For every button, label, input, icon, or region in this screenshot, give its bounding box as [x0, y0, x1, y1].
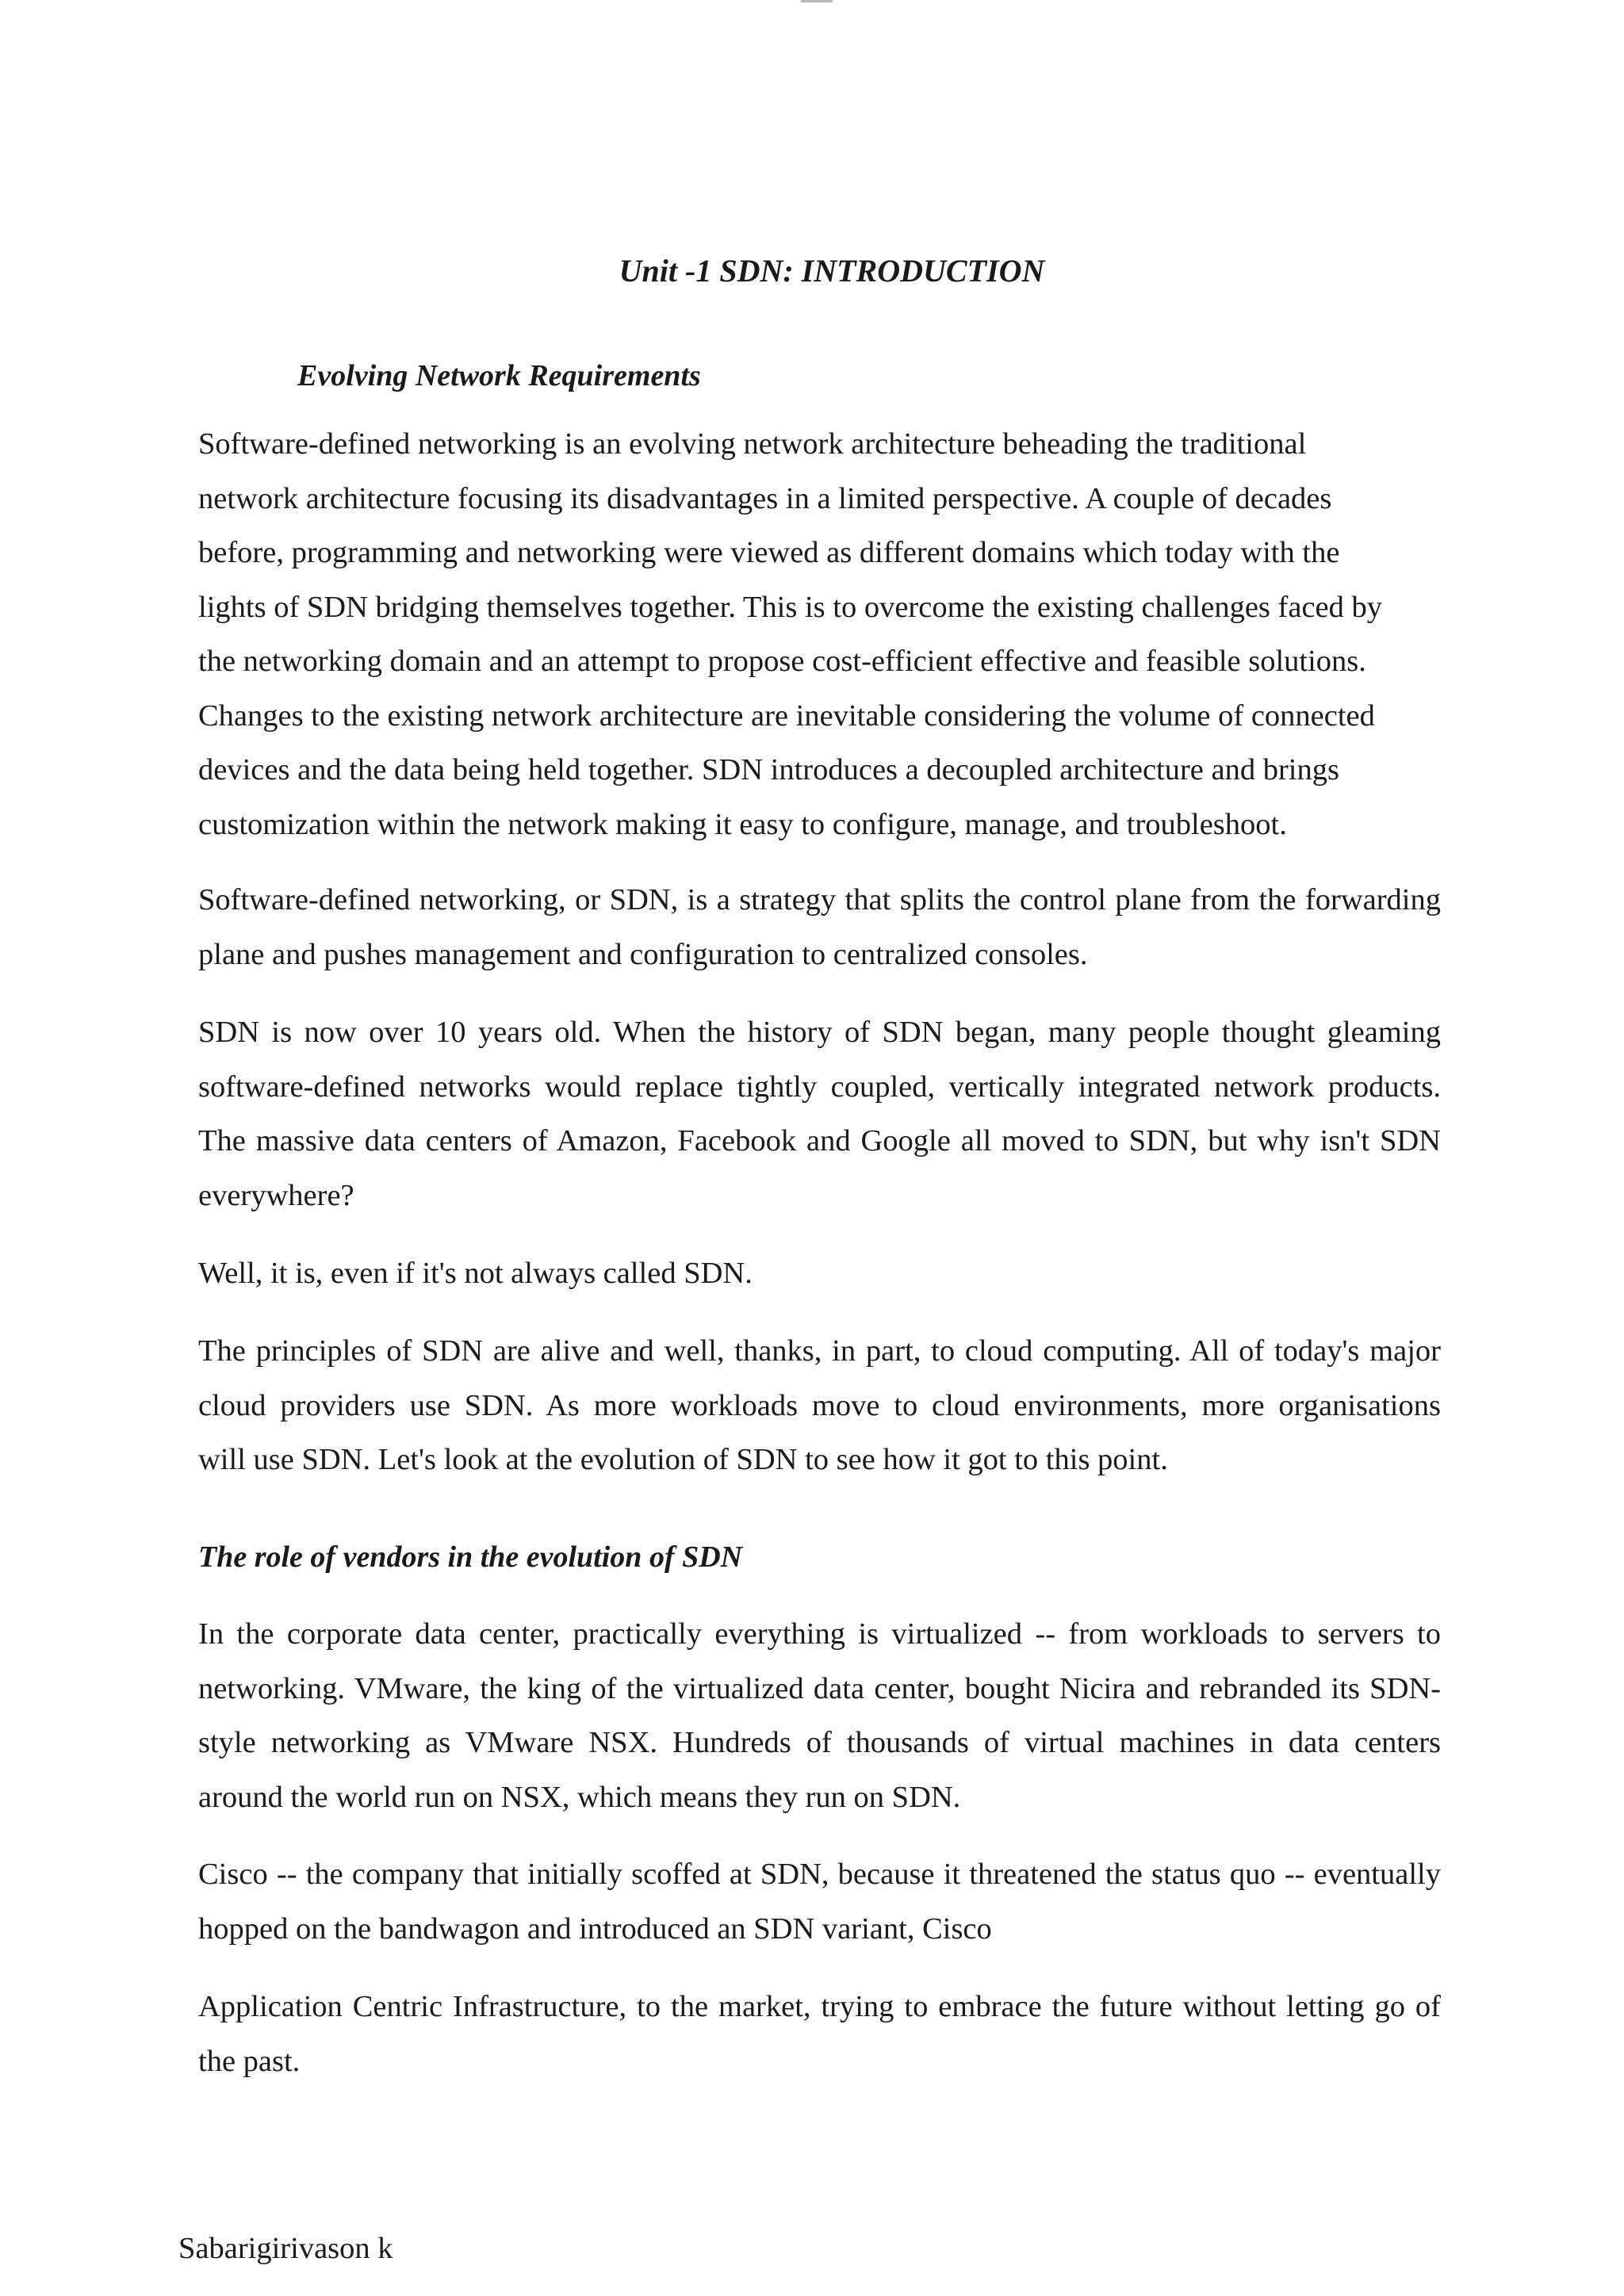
text-line: hopped on the bandwagon and introduced an SDN variant, Cisco	[198, 1911, 992, 1946]
text-line: The massive data centers of Amazon, Facebook and Google all moved to SDN, but why isn't SDN	[198, 1124, 1441, 1158]
text-line: The principles of SDN are alive and well, thanks, in part, to cloud computing. All of today's major	[198, 1334, 1441, 1368]
text-line: Well, it is, even if it's not always called SDN.	[198, 1257, 753, 1290]
section-heading-evolving-network-requirements: Evolving Network Requirements	[297, 359, 701, 392]
text-line: everywhere?	[198, 1178, 354, 1212]
text-line: SDN is now over 10 years old. When the history of SDN began, many people thought gleaming	[198, 1016, 1441, 1049]
paragraph-sdn-definition	[198, 873, 1441, 982]
text-line: Changes to the existing network architecture are inevitable considering the volume of connected	[198, 698, 1375, 733]
text-line: software-defined networks would replace tightly coupled, vertically integrated network products.	[198, 1070, 1441, 1104]
section-heading-role-of-vendors: The role of vendors in the evolution of SDN	[198, 1540, 743, 1574]
text-line: style networking as VMware NSX. Hundreds of thousands of virtual machines in data centers	[198, 1726, 1441, 1759]
text-line: Software-defined networking, or SDN, is a strategy that splits the control plane from the forwarding	[198, 883, 1441, 916]
text-line: networking. VMware, the king of the virtualized data center, bought Nicira and rebranded its SDN-	[198, 1671, 1441, 1705]
text-line: plane and pushes management and configuration to centralized consoles.	[198, 937, 1088, 971]
paragraph-cisco-aci	[198, 1980, 1441, 2088]
text-line: the networking domain and an attempt to propose cost-efficient effective and feasible solutions.	[198, 645, 1366, 678]
text-line: Software-defined networking is an evolving network architecture beheading the traditional	[198, 427, 1307, 461]
paragraph-sdn-history	[198, 1005, 1441, 1223]
footer-author: Sabarigirivason k	[178, 2232, 393, 2265]
text-line: Application Centric Infrastructure, to the market, trying to embrace the future without letting go of	[198, 1990, 1441, 2023]
text-line: cloud providers use SDN. As more workloads move to cloud environments, more organisations	[198, 1388, 1441, 1422]
paragraph-vmware-nsx	[198, 1607, 1441, 1824]
text-line: network architecture focusing its disadvantages in a limited perspective. A couple of decades	[198, 481, 1332, 515]
text-line: customization within the network making it easy to configure, manage, and troubleshoot.	[198, 807, 1287, 841]
text-line: In the corporate data center, practically everything is virtualized -- from workloads to servers to	[198, 1617, 1441, 1651]
page-title: Unit -1 SDN: INTRODUCTION	[619, 253, 1045, 289]
paragraph-cisco	[198, 1847, 1441, 1956]
paragraph-sdn-naming	[198, 1246, 1441, 1301]
text-line: devices and the data being held together. SDN introduces a decoupled architecture and brings	[198, 753, 1339, 786]
text-line: before, programming and networking were viewed as different domains which today with the	[198, 536, 1340, 569]
text-line: Cisco -- the company that initially scoffed at SDN, because it threatened the status quo -- eventually	[198, 1858, 1441, 1891]
text-line: the past.	[198, 2044, 301, 2078]
text-line: around the world run on NSX, which means they run on SDN.	[198, 1780, 961, 1814]
paragraph-sdn-cloud	[198, 1324, 1441, 1487]
page-top-mark	[801, 0, 833, 2]
paragraph-sdn-overview	[198, 417, 1441, 851]
text-line: lights of SDN bridging themselves together. This is to overcome the existing challenges faced by	[198, 590, 1383, 624]
text-line: will use SDN. Let's look at the evolution of SDN to see how it got to this point.	[198, 1443, 1168, 1476]
